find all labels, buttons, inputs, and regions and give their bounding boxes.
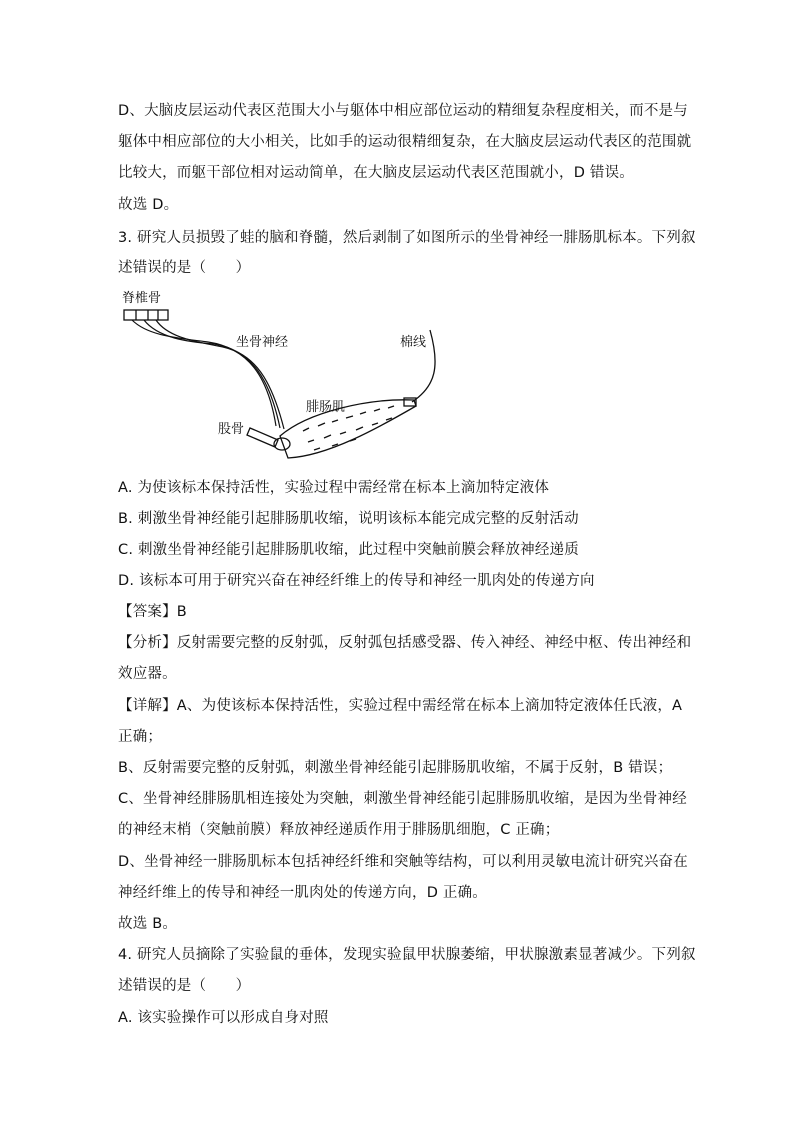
q3-answer: 【答案】B bbox=[118, 604, 187, 620]
prev-answer-d-line1: D、大脑皮层运动代表区范围大小与躯体中相应部位运动的精细复杂程度相关，而不是与 bbox=[118, 103, 688, 119]
q3-analysis-line1: 【分析】反射需要完整的反射弧，反射弧包括感受器、传入神经、神经中枢、传出神经和 bbox=[118, 635, 692, 651]
vertebra-drawing bbox=[124, 310, 168, 320]
q4-stem-line1: 4. 研究人员摘除了实验鼠的垂体，发现实验鼠甲状腺萎缩，甲状腺激素显著减少。下列叙 bbox=[118, 947, 696, 963]
gastrocnemius-drawing bbox=[280, 398, 416, 458]
label-sciatic-nerve: 坐骨神经 bbox=[236, 335, 289, 350]
q3-detail-line4: C、坐骨神经腓肠肌相连接处为突触，刺激坐骨神经能引起腓肠肌收缩，是因为坐骨神经 bbox=[118, 791, 687, 807]
label-spine: 脊椎骨 bbox=[122, 291, 162, 306]
q3-detail-line7: 神经纤维上的传导和神经一肌肉处的传递方向，D 正确。 bbox=[118, 885, 487, 901]
q3-stem-line1: 3. 研究人员损毁了蛙的脑和脊髓，然后剥制了如图所示的坐骨神经一腓肠肌标本。下列叙 bbox=[118, 230, 696, 246]
q4-option-a: A. 该实验操作可以形成自身对照 bbox=[118, 1010, 329, 1026]
nerve-muscle-specimen-figure bbox=[118, 286, 458, 471]
q3-detail-line3: B、反射需要完整的反射弧，刺激坐骨神经能引起腓肠肌收缩，不属于反射，B 错误； bbox=[118, 760, 673, 776]
q3-option-b: B. 刺激坐骨神经能引起腓肠肌收缩，说明该标本能完成完整的反射活动 bbox=[118, 511, 579, 527]
label-cotton-thread: 棉线 bbox=[400, 335, 427, 350]
q3-detail-line2: 正确； bbox=[118, 729, 163, 745]
q3-detail-line5: 的神经末梢（突触前膜）释放神经递质作用于腓肠肌细胞，C 正确； bbox=[118, 822, 560, 838]
prev-answer-d-line2: 躯体中相应部位的大小相关，比如手的运动很精细复杂，在大脑皮层运动代表区的范围就 bbox=[118, 134, 692, 150]
label-femur: 股骨 bbox=[218, 422, 245, 437]
q3-stem-line2: 述错误的是（ ） bbox=[118, 260, 251, 276]
q3-analysis-line2: 效应器。 bbox=[118, 666, 177, 682]
q3-detail-line6: D、坐骨神经一腓肠肌标本包括神经纤维和突触等结构，可以利用灵敏电流计研究兴奋在 bbox=[118, 854, 688, 870]
prev-answer-choose: 故选 D。 bbox=[118, 197, 179, 213]
q4-stem-line2: 述错误的是（ ） bbox=[118, 978, 251, 994]
q3-option-d: D. 该标本可用于研究兴奋在神经纤维上的传导和神经一肌肉处的传递方向 bbox=[118, 573, 595, 589]
q3-option-c: C. 刺激坐骨神经能引起腓肠肌收缩，此过程中突触前膜会释放神经递质 bbox=[118, 542, 579, 558]
q3-detail-line1: 【详解】A、为使该标本保持活性，实验过程中需经常在标本上滴加特定液体任氏液，A bbox=[118, 698, 683, 714]
prev-answer-d-line3: 比较大，而躯干部位相对运动简单，在大脑皮层运动代表区范围就小，D 错误。 bbox=[118, 165, 634, 181]
q3-option-a: A. 为使该标本保持活性，实验过程中需经常在标本上滴加特定液体 bbox=[118, 480, 550, 496]
q3-choose: 故选 B。 bbox=[118, 916, 178, 932]
label-gastrocnemius: 腓肠肌 bbox=[306, 400, 346, 415]
